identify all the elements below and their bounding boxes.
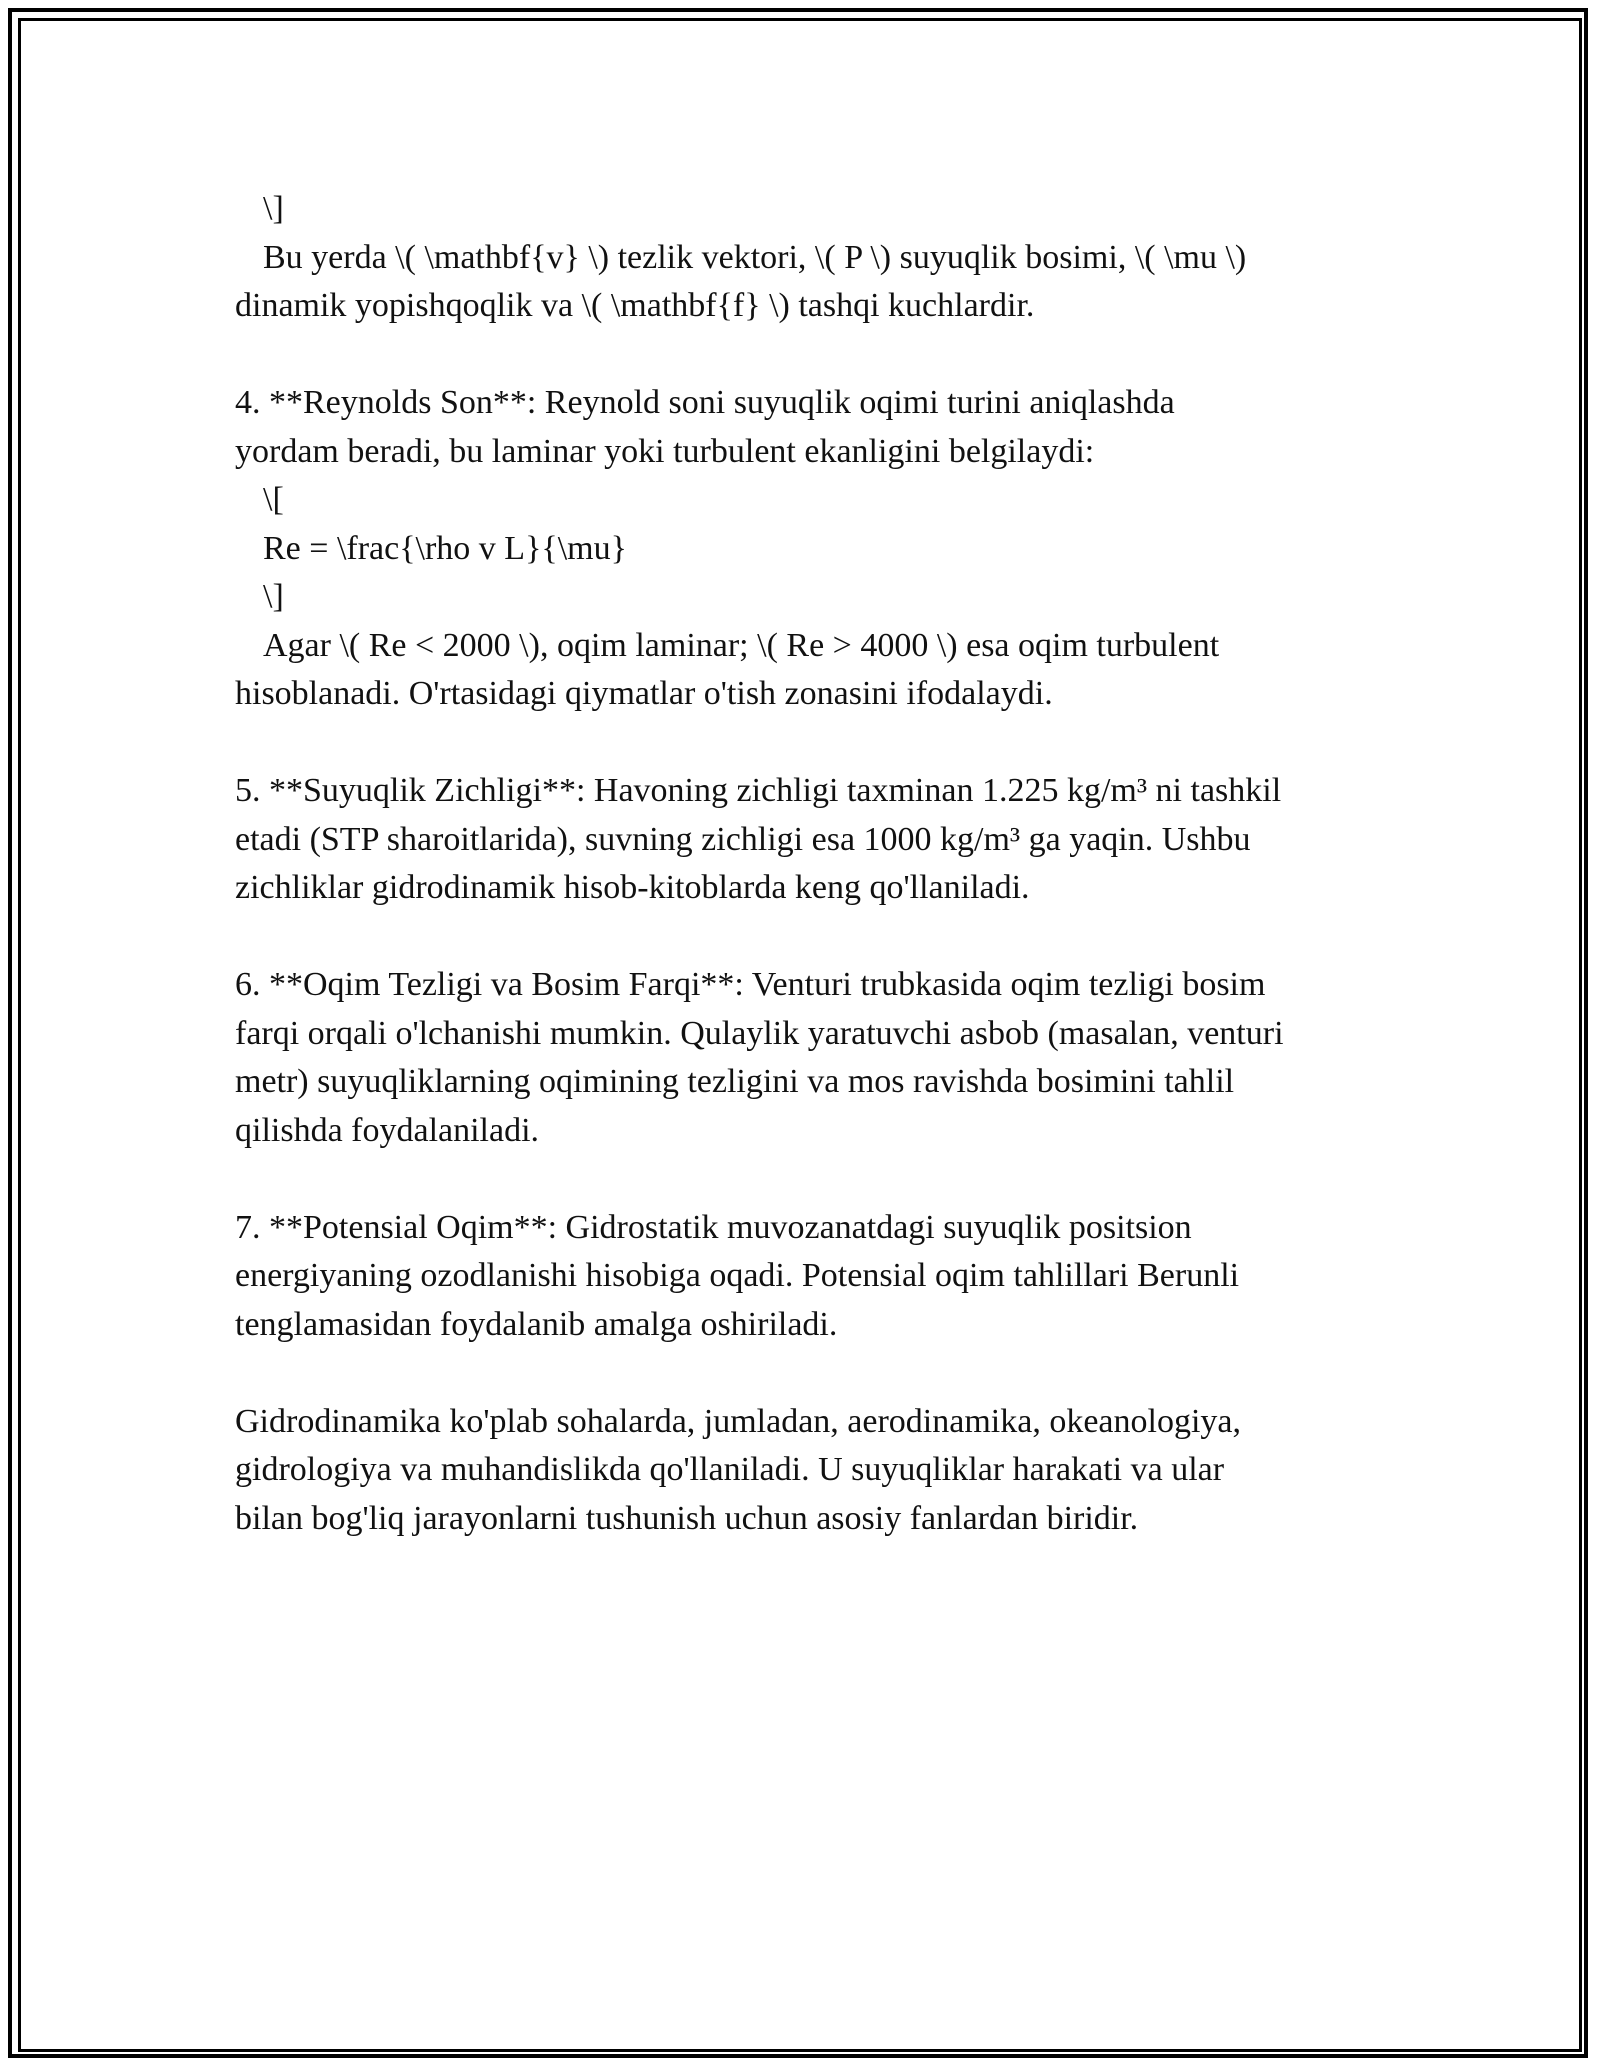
section-reynolds-number bbox=[235, 379, 1395, 719]
paragraph-gap bbox=[235, 719, 1395, 768]
paragraph-gap bbox=[235, 1349, 1395, 1398]
section-heading-line: 4. **Reynolds Son**: Reynold soni suyuqlik oqimi turini aniqlashda bbox=[235, 384, 1175, 421]
paragraph-gap bbox=[235, 913, 1395, 962]
text-line: metr) suyuqliklarning oqimining tezligini va mos ravishda bosimini tahlil bbox=[235, 1063, 1235, 1100]
text-line: Bu yerda \( \mathbf{v} \) tezlik vektori, \( P \) suyuqlik bosimi, \( \mu \) bbox=[263, 238, 1247, 276]
text-line: tenglamasidan foydalanib amalga oshiriladi. bbox=[235, 1305, 838, 1343]
equation-close-delimiter: \] bbox=[263, 578, 284, 615]
section-heading-line: 6. **Oqim Tezligi va Bosim Farqi**: Venturi trubkasida oqim tezligi bosim bbox=[235, 966, 1266, 1003]
equation-intro-block bbox=[235, 185, 1395, 331]
text-line: farqi orqali o'lchanishi mumkin. Qulaylik yaratuvchi asbob (masalan, venturi bbox=[235, 1014, 1284, 1052]
section-potential-flow bbox=[235, 1204, 1395, 1350]
text-line: etadi (STP sharoitlarida), suvning zichligi esa 1000 kg/m³ ga yaqin. Ushbu bbox=[235, 820, 1251, 858]
text-line: gidrologiya va muhandislikda qo'llaniladi. U suyuqliklar harakati va ular bbox=[235, 1451, 1225, 1488]
reynolds-formula: Re = \frac{\rho v L}{\mu} bbox=[263, 529, 627, 567]
text-line: bilan bog'liq jarayonlarni tushunish uchun asosiy fanlardan biridir. bbox=[235, 1499, 1139, 1537]
text-line: Gidrodinamika ko'plab sohalarda, jumladan, aerodinamika, okeanologiya, bbox=[235, 1402, 1241, 1440]
section-heading-line: 7. **Potensial Oqim**: Gidrostatik muvozanatdagi suyuqlik positsion bbox=[235, 1208, 1192, 1246]
equation-open-delimiter: \[ bbox=[263, 481, 284, 518]
conclusion-paragraph bbox=[235, 1398, 1395, 1544]
text-line: qilishda foydalaniladi. bbox=[235, 1111, 540, 1149]
text-line: dinamik yopishqoqlik va \( \mathbf{f} \) tashqi kuchlardir. bbox=[235, 287, 1035, 324]
section-flow-velocity-pressure bbox=[235, 961, 1395, 1155]
section-fluid-density bbox=[235, 767, 1395, 913]
paragraph-gap bbox=[235, 1155, 1395, 1204]
text-line: Agar \( Re < 2000 \), oqim laminar; \( Re > 4000 \) esa oqim turbulent bbox=[263, 626, 1220, 664]
section-heading-line: 5. **Suyuqlik Zichligi**: Havoning zichligi taxminan 1.225 kg/m³ ni tashkil bbox=[235, 772, 1282, 809]
text-line: yordam beradi, bu laminar yoki turbulent ekanligini belgilaydi: bbox=[235, 432, 1095, 470]
text-line: zichliklar gidrodinamik hisob-kitoblarda keng qo'llaniladi. bbox=[235, 869, 1030, 906]
paragraph-gap bbox=[235, 331, 1395, 380]
text-line: hisoblanadi. O'rtasidagi qiymatlar o'tish zonasini ifodalaydi. bbox=[235, 675, 1053, 712]
text-line: energiyaning ozodlanishi hisobiga oqadi. Potensial oqim tahlillari Berunli bbox=[235, 1257, 1240, 1294]
equation-close-delimiter: \] bbox=[263, 190, 284, 227]
document-body bbox=[235, 185, 1395, 1543]
